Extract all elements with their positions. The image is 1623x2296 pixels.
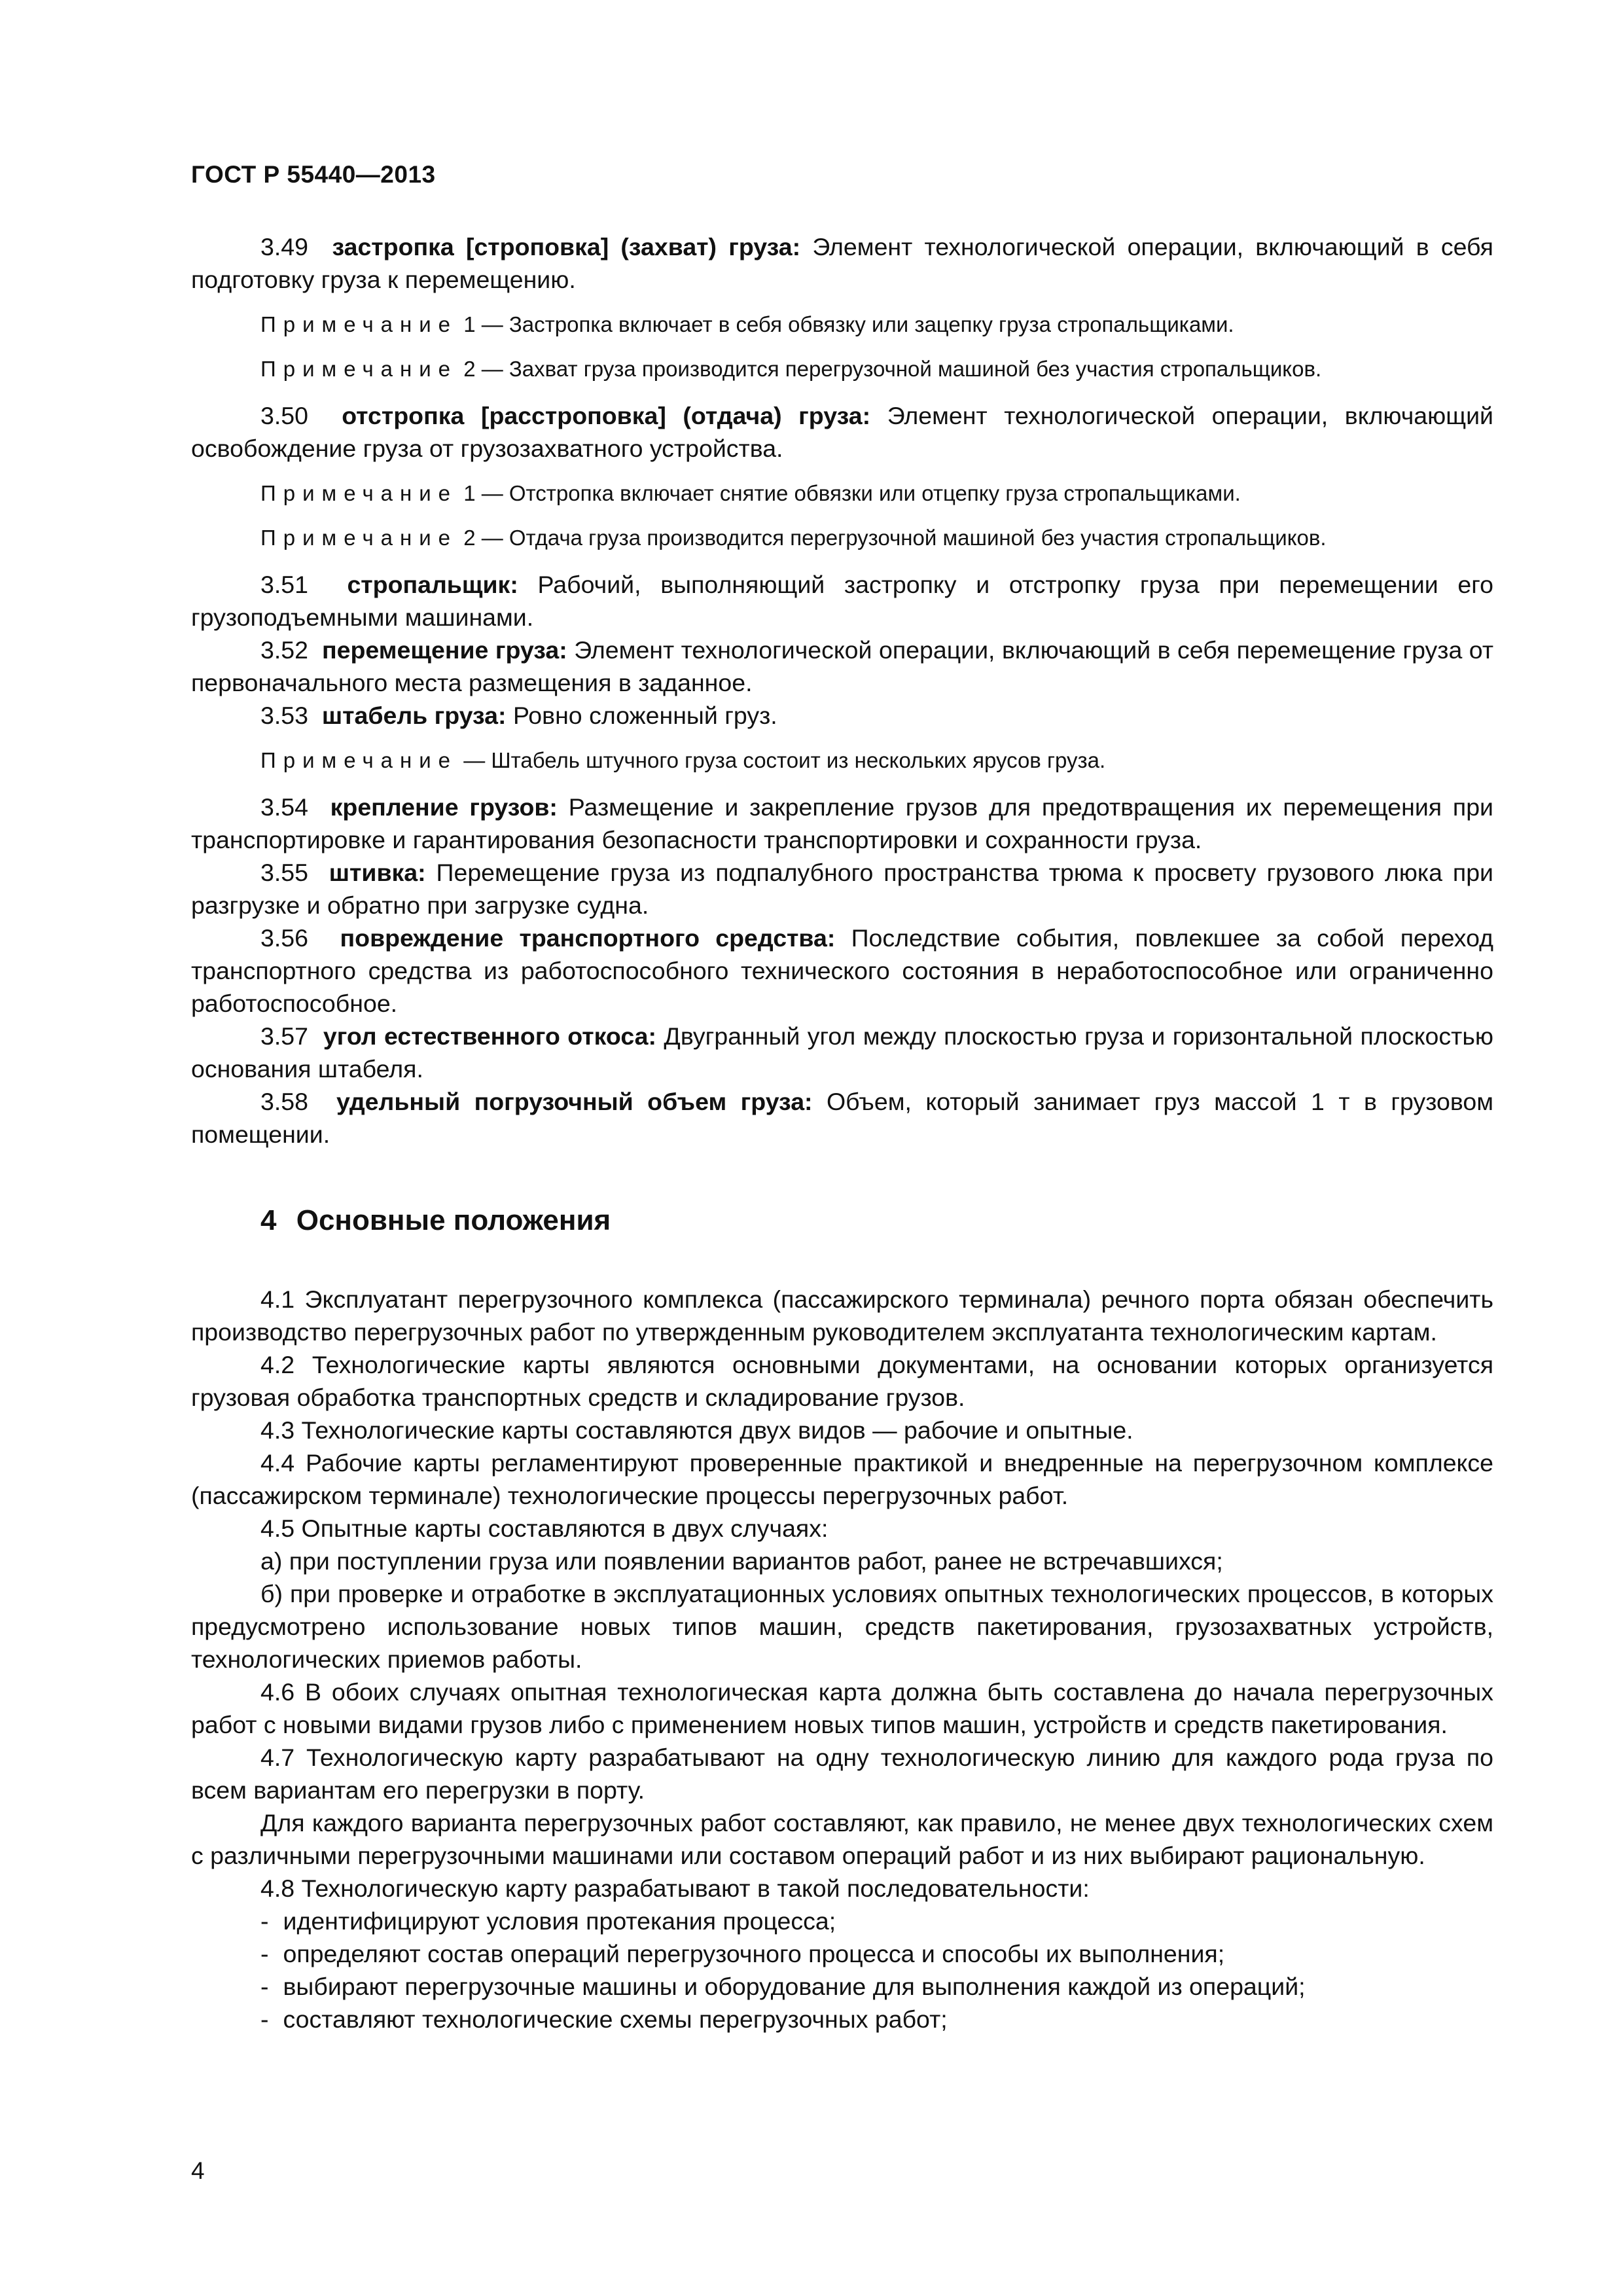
definition-number: 3.50: [260, 402, 308, 429]
note-label: Примечание: [260, 312, 458, 336]
definition-term: перемещение груза:: [321, 636, 567, 664]
definition-3-57: [191, 1020, 1493, 1085]
section-heading: [260, 1203, 1493, 1238]
definition-term: крепление грузов:: [330, 793, 558, 821]
note-label: Примечание: [260, 748, 458, 772]
list-item: [191, 1937, 1493, 1970]
note-text: 2 — Захват груза производится перегрузочной машиной без участия стропальщиков.: [463, 357, 1322, 381]
definition-text: Размещение и закрепление грузов для предотвращения их перемещения при транспортировке и гарантирования безопасности транспортировки и сохранности груза.: [191, 793, 1494, 853]
definition-term: угол естественного откоса:: [323, 1022, 656, 1050]
definition-term: отстропка [расстроповка] (отдача) груза:: [342, 402, 871, 429]
definition-term: удельный погрузочный объем груза:: [336, 1088, 813, 1115]
dash-bullet: -: [260, 1907, 269, 1935]
definition-text: Перемещение груза из подпалубного пространства трюма к просвету грузового люка при разгрузке и обратно при загрузке судна.: [191, 859, 1493, 919]
definition-number: 3.58: [260, 1088, 308, 1115]
clause-4-3: 4.3 Технологические карты составляются двух видов — рабочие и опытные.: [260, 1416, 1133, 1444]
definition-number: 3.51: [260, 571, 308, 598]
definition-3-56: [191, 922, 1493, 1020]
clause-4-2: 4.2 Технологические карты являются основными документами, на основании которых организуется грузовая обработка транспортных средств и складирование грузов.: [191, 1351, 1493, 1411]
definition-number: 3.52: [260, 636, 308, 664]
list-item-text: определяют состав операций перегрузочного процесса и способы их выполнения;: [283, 1940, 1225, 1967]
note-label: Примечание: [260, 481, 458, 505]
definition-term: повреждение транспортного средства:: [340, 924, 836, 952]
definition-number: 3.54: [260, 793, 308, 821]
dash-bullet: -: [260, 1940, 269, 1967]
definition-3-50: [191, 399, 1493, 465]
definition-number: 3.53: [260, 702, 308, 729]
clause-4-5: 4.5 Опытные карты составляются в двух случаях:: [260, 1515, 829, 1542]
clause-4-7: 4.7 Технологическую карту разрабатывают на одну технологическую линию для каждого рода груза по всем вариантам его перегрузки в порту.: [191, 1744, 1493, 1804]
clause-4-1: 4.1 Эксплуатант перегрузочного комплекса (пассажирского терминала) речного порта обязан обеспечить производство перегрузочных работ по утвержденным руководителем эксплуатанта технологическим картам.: [191, 1285, 1493, 1346]
definition-text: Ровно сложенный груз.: [512, 702, 777, 729]
definition-number: 3.56: [260, 924, 308, 952]
definition-term: штабель груза:: [321, 702, 507, 729]
definition-text: Элемент технологической операции, включающий в себя перемещение груза от первоначального места размещения в заданное.: [191, 636, 1493, 696]
definition-text: Двугранный угол между плоскостью груза и горизонтальной плоскостью основания штабеля.: [191, 1022, 1494, 1083]
page-number: 4: [191, 2157, 205, 2184]
definition-text: Элемент технологической операции, включающий освобождение груза от грузозахватного устройства.: [191, 402, 1494, 462]
definition-3-55: [191, 856, 1493, 922]
definition-3-52: [191, 634, 1493, 699]
list-item: [191, 1970, 1493, 2003]
dash-bullet: -: [260, 1973, 269, 2000]
definition-term: стропальщик:: [347, 571, 518, 598]
note-text: — Штабель штучного груза состоит из нескольких ярусов груза.: [463, 748, 1106, 772]
note: [191, 310, 1493, 339]
note: [191, 524, 1493, 552]
definition-text: Элемент технологической операции, включающий в себя подготовку груза к перемещению.: [191, 233, 1493, 293]
definition-text: Последствие события, повлекшее за собой переход транспортного средства из работоспособного технического состояния в неработоспособное или ограниченно работоспособное.: [191, 924, 1493, 1017]
list-item-text: идентифицируют условия протекания процесса;: [283, 1907, 836, 1935]
section-number: 4: [260, 1204, 277, 1236]
note: [191, 355, 1493, 384]
definition-term: застропка [строповка] (захват) груза:: [332, 233, 801, 260]
note-label: Примечание: [260, 526, 458, 550]
page-content: [191, 230, 1493, 2036]
section-title: Основные положения: [296, 1204, 611, 1236]
dash-bullet: -: [260, 2005, 269, 2033]
note: [191, 746, 1493, 775]
list-item: [191, 1905, 1493, 1937]
list-item-text: выбирают перегрузочные машины и оборудование для выполнения каждой из операций;: [283, 1973, 1306, 2000]
definition-term: штивка:: [329, 859, 426, 886]
clause-4-5-b: б) при проверке и отработке в эксплуатационных условиях опытных технологических процессов, в которых предусмотрено использование новых типов машин, средств пакетирования, грузозахватных устройств, технологических приемов работы.: [191, 1580, 1493, 1673]
clause-4-6: 4.6 В обоих случаях опытная технологическая карта должна быть составлена до начала перегрузочных работ с новыми видами грузов либо с применением новых типов машин, устройств и средств пакетирования.: [191, 1678, 1493, 1738]
definition-number: 3.55: [260, 859, 308, 886]
note-text: 1 — Застропка включает в себя обвязку или зацепку груза стропальщиками.: [463, 312, 1234, 336]
definition-number: 3.49: [260, 233, 308, 260]
clause-4-5-a: а) при поступлении груза или появлении вариантов работ, ранее не встречавшихся;: [260, 1547, 1223, 1575]
note: [191, 479, 1493, 508]
note-text: 1 — Отстропка включает снятие обвязки или отцепку груза стропальщиками.: [463, 481, 1241, 505]
clause-4-8: 4.8 Технологическую карту разрабатывают в такой последовательности:: [260, 1874, 1090, 1902]
definition-text: Объем, который занимает груз массой 1 т в грузовом помещении.: [191, 1088, 1493, 1148]
definition-3-58: [191, 1085, 1493, 1151]
note-label: Примечание: [260, 357, 458, 381]
definition-number: 3.57: [260, 1022, 308, 1050]
definition-text: Рабочий, выполняющий застропку и отстропку груза при перемещении его грузоподъемными машинами.: [191, 571, 1494, 631]
standard-header: ГОСТ Р 55440—2013: [191, 161, 436, 188]
list-item-text: составляют технологические схемы перегрузочных работ;: [283, 2005, 948, 2033]
note-text: 2 — Отдача груза производится перегрузочной машиной без участия стропальщиков.: [463, 526, 1327, 550]
definition-3-49: [191, 230, 1493, 296]
list-item: [191, 2003, 1493, 2036]
clause-4-4: 4.4 Рабочие карты регламентируют проверенные практикой и внедренные на перегрузочном комплексе (пассажирском терминале) технологические процессы перегрузочных работ.: [191, 1449, 1493, 1509]
definition-3-54: [191, 791, 1493, 856]
definition-3-51: [191, 568, 1493, 634]
clause-4-7-cont: Для каждого варианта перегрузочных работ составляют, как правило, не менее двух технологических схем с различными перегрузочными машинами или составом операций работ и из них выбирают рациональную.: [191, 1809, 1493, 1869]
definition-3-53: [191, 699, 1493, 732]
